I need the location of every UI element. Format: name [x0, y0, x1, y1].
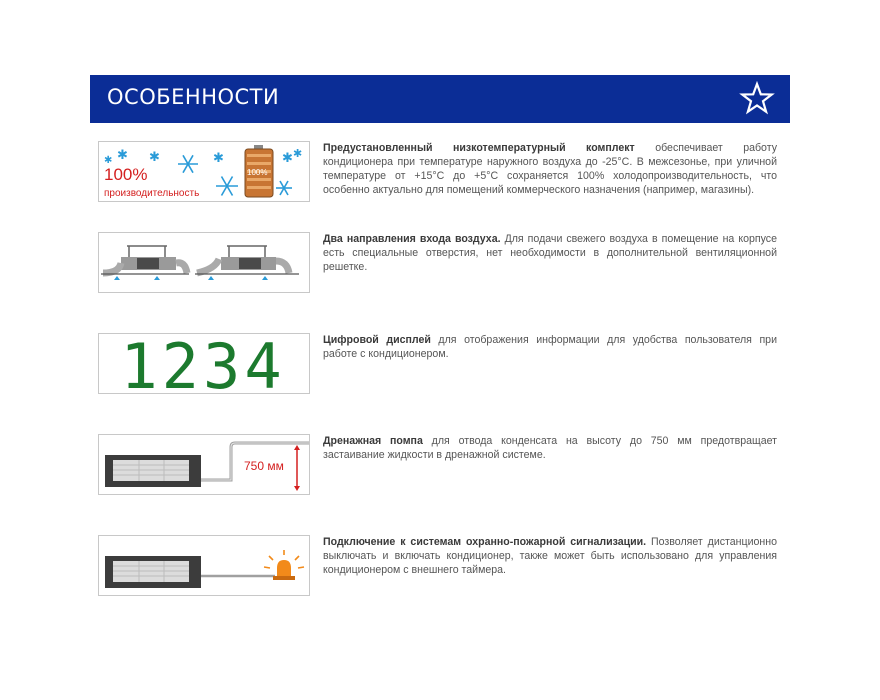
digital-display-image — [98, 333, 310, 394]
feature-description: Подключение к системам охранно-пожарной сигнализации. Позволяет дистанционно выключать и включать кондиционер, также может быть использовано для управления кондиционером с внешнего таймера. — [323, 536, 777, 576]
svg-text:100%: 100% — [247, 168, 268, 177]
air-inlet-image — [98, 232, 310, 293]
duct-left — [101, 246, 189, 280]
section-header — [90, 75, 790, 123]
feature-title: Два направления входа воздуха. — [323, 233, 501, 245]
feature-title: Подключение к системам охранно-пожарной сигнализации. — [323, 536, 647, 548]
feature-title: Дренажная помпа — [323, 435, 423, 447]
feature-description: Предустановленный низкотемпературный комплект обеспечивает работу кондиционера при температуре наружного воздуха до -25°C. В межсезонье, при уличной температуре от +15°C до +5°C сохраняется 100% холодопроизводительность, что особенно актуально для помещений коммерческого назначения (например, магазины). — [323, 142, 777, 196]
battery-icon — [245, 145, 273, 197]
feature-description: Дренажная помпа для отвода конденсата на высоту до 750 мм предотвращает застаивание жидкости в дренажной системе. — [323, 435, 778, 461]
section-title: ОСОБЕННОСТИ — [107, 85, 280, 109]
star-icon — [739, 81, 775, 117]
svg-text:✱: ✱ — [104, 155, 113, 166]
svg-text:✱: ✱ — [213, 151, 224, 166]
duct-right — [195, 246, 299, 280]
feature-title: Цифровой дисплей — [323, 334, 431, 346]
alarm-connection-image — [98, 535, 310, 596]
svg-text:✱: ✱ — [117, 148, 128, 163]
low-temp-kit-image — [98, 141, 310, 202]
height-label: 750 мм — [244, 459, 284, 473]
drain-pump-image — [98, 434, 310, 495]
display-digits: 1234 — [120, 334, 286, 393]
performance-label: производительность — [104, 188, 200, 199]
percent-label: 100% — [104, 165, 148, 184]
svg-text:✱: ✱ — [149, 150, 160, 165]
feature-description: Два направления входа воздуха. Для подачи свежего воздуха в помещение на корпусе есть специальные отверстия, нет необходимости в дополнительной вентиляционной решетке. — [323, 233, 777, 273]
feature-title: Предустановленный низкотемпературный комплект — [323, 142, 635, 154]
svg-text:✱: ✱ — [293, 147, 303, 160]
feature-description: Цифровой дисплей для отображения информации для удобства пользователя при работе с кондиционером. — [323, 334, 777, 360]
svg-text:✱: ✱ — [282, 151, 293, 166]
